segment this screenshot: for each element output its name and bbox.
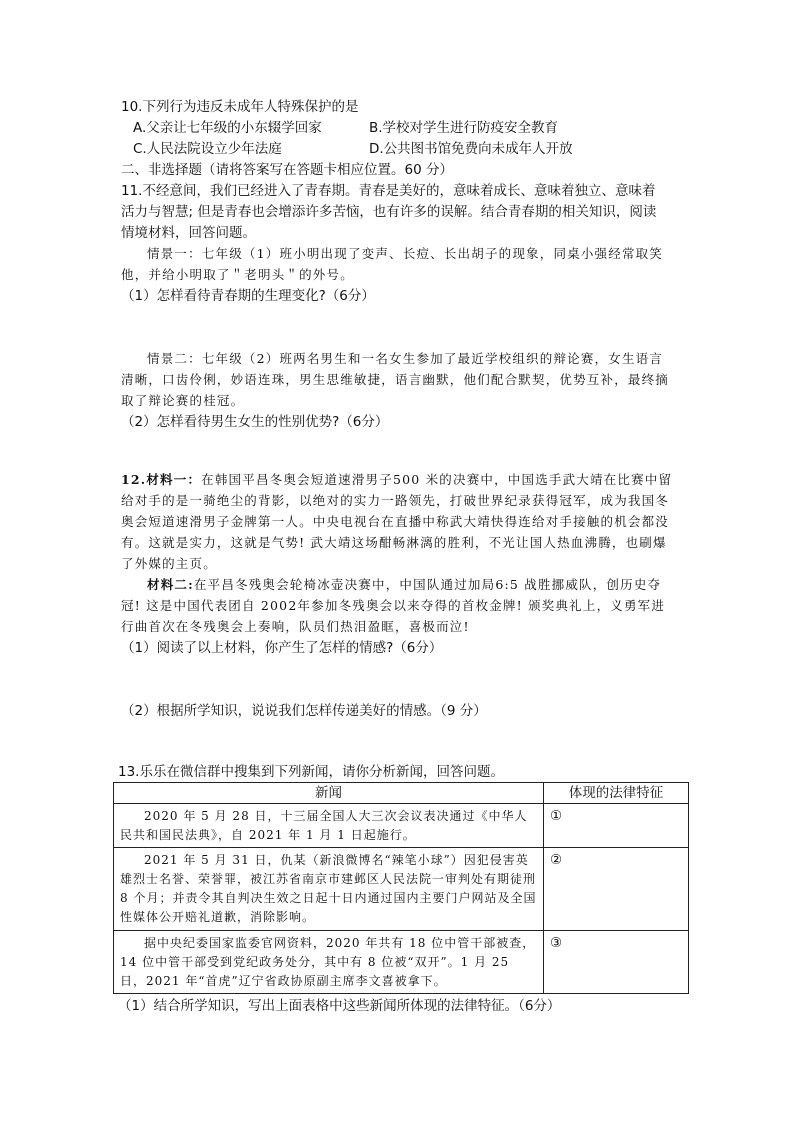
q11-scene1-line: 他，并给小明取了＂老明头＂的外号。 xyxy=(121,267,354,282)
news-cell: 2021 年 5 月 31 日，仇某（新浪微博名“辣笔小球”）因犯侵害英雄烈士名誉、荣誉罪，被江苏省南京市建邺区人民法院一审判处有期徒刑 8 个月；并责令其自判决生效之日起十日内通过国内主要门户网站及全国性媒体公开赔礼道歉，消除影响。 xyxy=(120,853,537,924)
q13-subquestion-1: （1）结合所学知识，写出上面表格中这些新闻所体现的法律特征。（6分） xyxy=(118,998,561,1014)
q11-intro-line: 情境材料，回答问题。 xyxy=(121,225,256,241)
answer-cell-2: ② xyxy=(550,852,563,868)
table-header-news: 新闻 xyxy=(114,783,544,804)
answer-cell-1: ① xyxy=(550,808,563,824)
q12-subquestion-1: （1）阅读了以上材料，你产生了怎样的情感?（6分） xyxy=(121,640,443,656)
q12-material1-line: 给对手的是一骑绝尘的背影，以绝对的实力一路领先，打破世界纪录获得冠军，成为我国冬 xyxy=(121,493,670,508)
q12-material2-line xyxy=(147,575,661,595)
q12-material1-text: 在韩国平昌冬奥会短道速滑男子500 米的决赛中，中国选手武大靖在比赛中留 xyxy=(201,472,673,487)
q11-scene1-line: 情景一：七年级（1）班小明出现了变声、长痘、长出胡子的现象，同桌小强经常取笑 xyxy=(147,246,664,261)
q12-material1-label: 12.材料一： xyxy=(121,472,202,487)
news-cell: 据中央纪委国家监委官网资料，2020 年共有 18 位中管干部被查，14 位中管干部受到党纪政务处分，其中有 8 位被“双开”。1 月 25 日，2021 年“首虎”辽宁省政协原副主席李文喜被拿下。 xyxy=(120,936,536,988)
news-table xyxy=(113,782,689,994)
q12-material2-line: 冠! 这是中国代表团自 2002年参加冬残奥会以来夺得的首枚金牌! 颁奖典礼上，义勇军进 xyxy=(121,598,666,613)
q11-scene2-line: 清晰，口齿伶俐，妙语连珠，男生思维敏捷，语言幽默，他们配合默契，优势互补，最终摘 xyxy=(121,372,670,387)
q12-material1-line: 了外媒的主页。 xyxy=(121,556,217,571)
table-row xyxy=(114,804,689,848)
q11-intro-line: 11.不经意间，我们已经进入了青春期。青春是美好的，意味着成长、意味着独立、意味着 xyxy=(121,183,656,199)
q10-option-c: C.人民法院设立少年法庭 xyxy=(133,141,282,157)
news-cell: 2020 年 5 月 28 日，十三届全国人大三次会议表决通过《中华人民共和国民法典》，自 2021 年 1 月 1 日起施行。 xyxy=(120,809,528,842)
q11-intro-line: 活力与智慧; 但是青春也会增添许多苦恼，也有许多的误解。结合青春期的相关知识，阅读 xyxy=(121,204,657,220)
q12-material2-text: 在平昌冬残奥会轮椅冰壶决赛中，中国队通过加局6:5 战胜挪威队，创历史夺 xyxy=(193,577,662,592)
q12-material2-label: 材料二: xyxy=(147,577,194,592)
table-header-feature: 体现的法律特征 xyxy=(544,783,689,804)
answer-cell-3: ③ xyxy=(550,935,563,951)
q11-subquestion-1: （1）怎样看待青春期的生理变化?（6分） xyxy=(121,288,375,304)
q10-option-b: B.学校对学生进行防疫安全教育 xyxy=(369,120,559,136)
q11-scene2-line: 情景二：七年级（2）班两名男生和一名女生参加了最近学校组织的辩论赛，女生语言 xyxy=(147,351,664,366)
q10-option-a: A.父亲让七年级的小东辍学回家 xyxy=(133,120,322,136)
q13-stem: 13.乐乐在微信群中搜集到下列新闻，请你分析新闻，回答问题。 xyxy=(118,764,504,780)
q11-subquestion-2: （2）怎样看待男生女生的性别优势?（6分） xyxy=(121,414,389,430)
table-row xyxy=(114,931,689,994)
q12-material1-line: 奥会短道速滑男子金牌第一人。中央电视台在直播中称武大靖快得连给对手接触的机会都没 xyxy=(121,514,670,529)
q12-subquestion-2: （2）根据所学知识，说说我们怎样传递美好的情感。（9 分） xyxy=(121,703,487,719)
table-row xyxy=(114,848,689,931)
q12-material1-line xyxy=(121,470,672,490)
q10-stem: 10.下列行为违反未成年人特殊保护的是 xyxy=(121,99,359,115)
q12-material1-line: 有。这就是实力，这就是气势! 武大靖这场酣畅淋漓的胜利，不光让国人热血沸腾，也刷爆 xyxy=(121,535,667,550)
section-heading: 二、非选择题（请将答案写在答题卡相应位置。60 分） xyxy=(121,162,453,178)
table-header-row xyxy=(114,783,689,804)
q12-material2-line: 行曲首次在冬残奥会上奏响，队员们热泪盈眶，喜极而泣! xyxy=(121,619,470,634)
q11-scene2-line: 取了辩论赛的桂冠。 xyxy=(121,393,245,408)
q10-option-d: D.公共图书馆免费向未成年人开放 xyxy=(369,141,573,157)
